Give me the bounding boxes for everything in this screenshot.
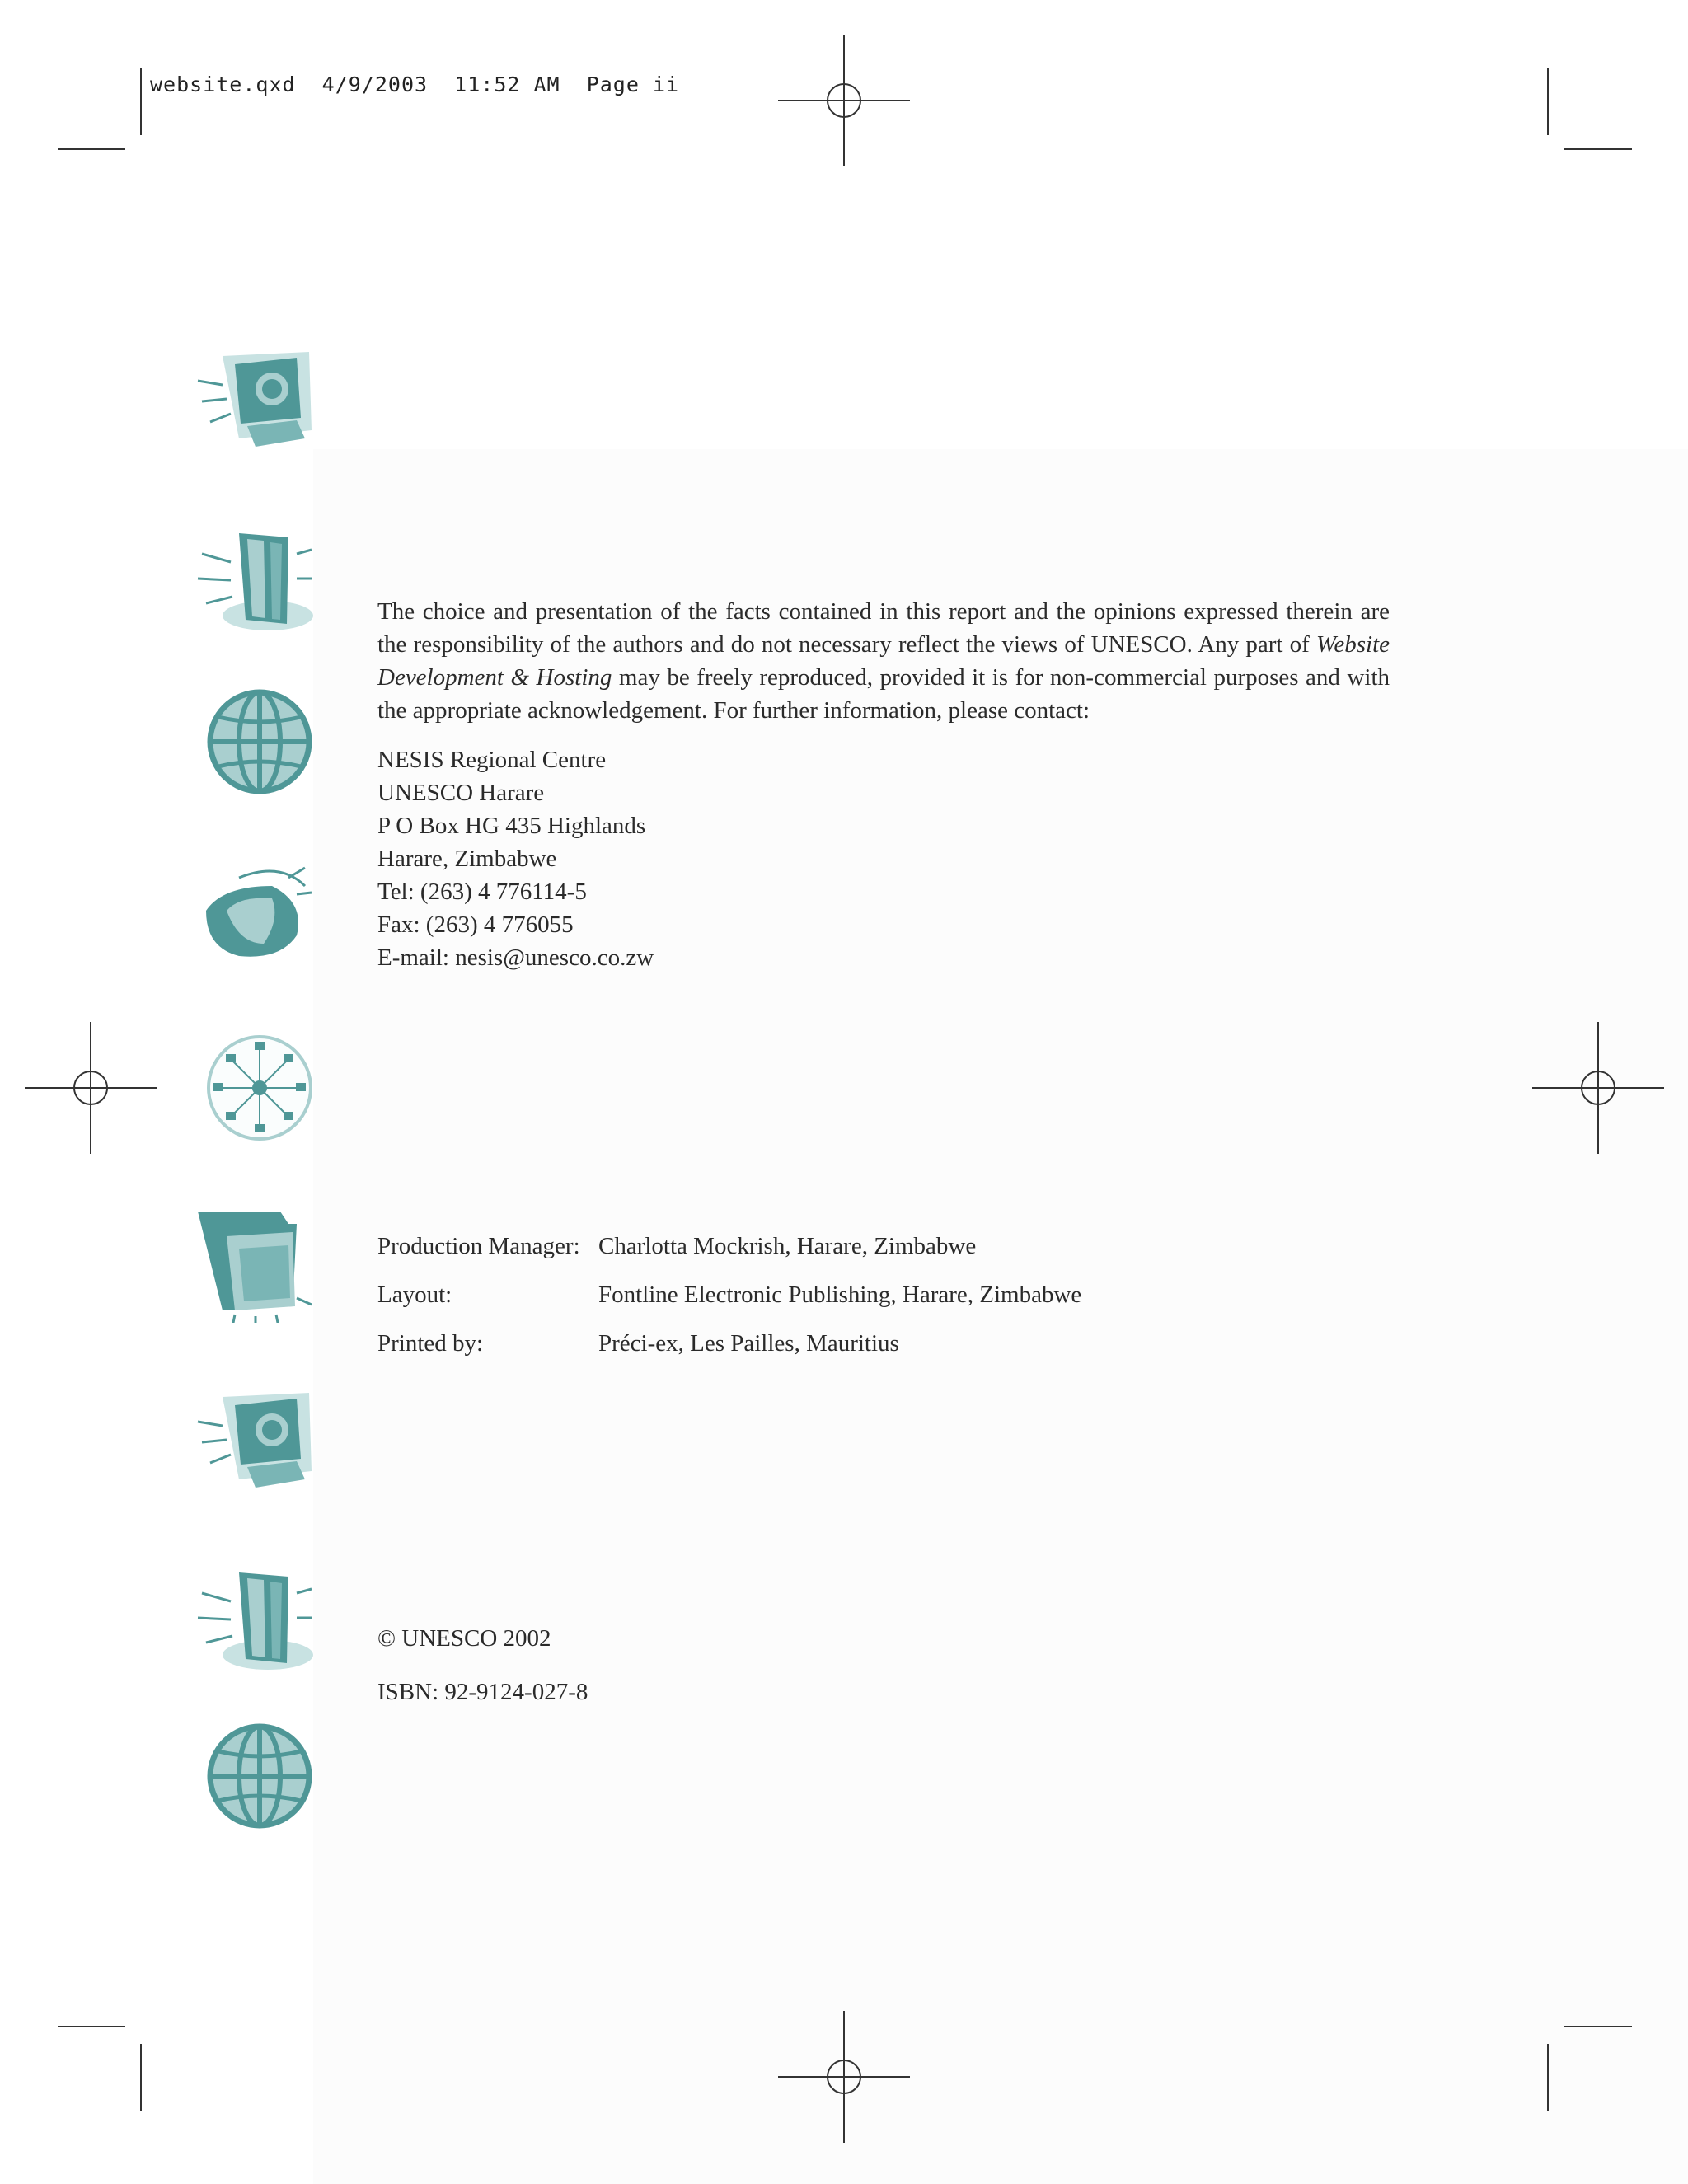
publication-title: Website Development & Hosting (377, 631, 1390, 691)
registration-mark (778, 2011, 910, 2143)
disclaimer-paragraph (377, 595, 1390, 727)
crop-mark (1547, 68, 1549, 135)
credit-label: Printed by: (377, 1330, 484, 1357)
crop-mark (58, 148, 125, 150)
isbn-number: ISBN: 92-9124-027-8 (377, 1679, 588, 1705)
credit-label: Layout: (377, 1282, 452, 1308)
credit-row (377, 1282, 1081, 1330)
folder-icon (190, 1207, 313, 1323)
crop-mark (1547, 2044, 1549, 2111)
crop-mark (1564, 148, 1632, 150)
registration-mark (1532, 1022, 1664, 1154)
registration-mark (778, 35, 910, 166)
credit-value: Charlotta Mockrish, Harare, Zimbabwe (598, 1233, 977, 1259)
crop-mark (58, 2026, 125, 2027)
address-line: Harare, Zimbabwe (377, 846, 557, 872)
address-line: NESIS Regional Centre (377, 747, 607, 773)
crop-mark (1564, 2026, 1632, 2027)
email-line: E-mail: nesis@unesco.co.zw (377, 944, 654, 971)
copyright-notice: © UNESCO 2002 (377, 1625, 551, 1652)
credit-row (377, 1233, 1081, 1282)
globe-icon (190, 684, 313, 799)
credit-value: Préci-ex, Les Pailles, Mauritius (598, 1330, 899, 1357)
disclaimer-text: The choice and presentation of the facts contained in this report and the opinions expressed therein are the responsibility of the authors and do not necessary reflect the views of UNESCO. Any part of (377, 598, 1390, 658)
computer-monitor-icon (190, 1380, 313, 1496)
globe-icon (190, 1718, 313, 1834)
credit-label: Production Manager: (377, 1233, 580, 1259)
credit-row (377, 1330, 1081, 1379)
network-icon (190, 1030, 313, 1146)
address-line: P O Box HG 435 Highlands (377, 813, 646, 839)
mouse-icon (190, 861, 313, 977)
credit-value: Fontline Electronic Publishing, Harare, Zimbabwe (598, 1282, 1082, 1308)
address-line: UNESCO Harare (377, 780, 545, 806)
production-credits (377, 1233, 1081, 1379)
crop-mark (140, 68, 142, 135)
computer-tower-icon (190, 1560, 313, 1675)
crop-mark (140, 2044, 142, 2111)
registration-mark (25, 1022, 157, 1154)
slug-line: website.qxd 4/9/2003 11:52 AM Page ii (150, 73, 680, 96)
disclaimer-text: may be freely reproduced, provided it is for non-commercial purposes and with the appropriate acknowledgement. For further information, please contact: (377, 664, 1390, 724)
phone-line: Tel: (263) 4 776114-5 (377, 879, 587, 905)
fax-line: Fax: (263) 4 776055 (377, 912, 574, 938)
contact-address (377, 743, 654, 974)
computer-monitor-icon (190, 340, 313, 455)
computer-tower-icon (190, 521, 313, 636)
